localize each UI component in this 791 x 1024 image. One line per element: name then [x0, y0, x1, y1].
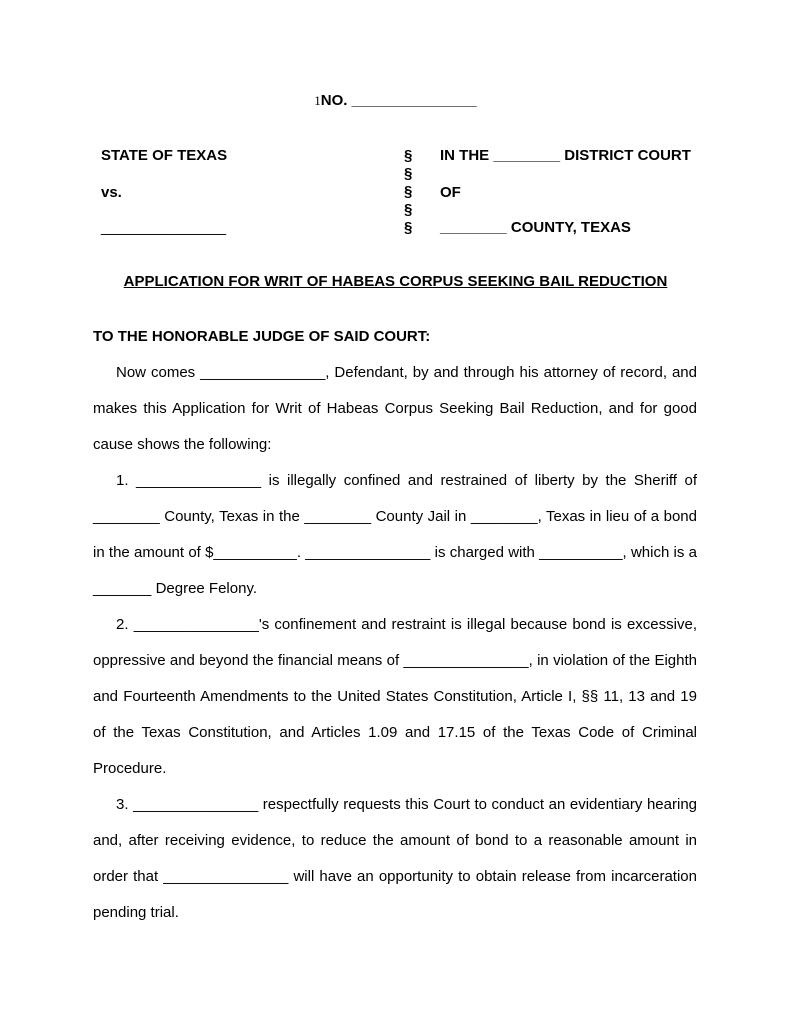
caption-defendant-blank: _______________	[101, 219, 227, 236]
document-title: APPLICATION FOR WRIT OF HABEAS CORPUS SEEKING BAIL REDUCTION	[123, 273, 668, 290]
caption-county: ________ COUNTY, TEXAS	[440, 219, 631, 236]
footnote-marker: 1	[314, 93, 321, 108]
caption-of: OF	[440, 184, 461, 201]
paragraph-1: 1. _______________ is illegally confined and restrained of liberty by the Sheriff of ________ County, Texas in the ________ County Jail in ________, Texas in lieu of a bond in the amount of $__________. _______________ is charged with __________, which is a _______ Degree Felony.	[93, 472, 697, 597]
paragraph-2: 2. _______________'s confinement and restraint is illegal because bond is excessive, oppressive and beyond the financial means of _______________, in violation of the Eighth and Fourteenth Amendments to the United States Constitution, Article I, §§ 11, 13 and 19 of the Texas Constitution, and Articles 1.09 and 17.15 of the Texas Code of Criminal Procedure.	[93, 616, 697, 777]
section-mark: §	[404, 183, 413, 200]
paragraph-3: 3. _______________ respectfully requests this Court to conduct an evidentiary hearing and, after receiving evidence, to reduce the amount of bond to a reasonable amount in order that _______________ will have an opportunity to obtain release from incarceration pending trial.	[93, 796, 697, 921]
salutation: TO THE HONORABLE JUDGE OF SAID COURT:	[93, 328, 431, 345]
intro-paragraph: Now comes _______________, Defendant, by and through his attorney of record, and makes this Application for Writ of Habeas Corpus Seeking Bail Reduction, and for good cause shows the following:	[93, 364, 697, 453]
document-body	[93, 355, 697, 931]
caption-court: IN THE ________ DISTRICT COURT	[440, 147, 691, 164]
case-number-line	[0, 92, 791, 109]
section-marks-column	[404, 147, 412, 237]
section-mark: §	[404, 219, 413, 236]
section-mark: §	[404, 147, 413, 164]
caption-state: STATE OF TEXAS	[101, 147, 228, 164]
section-mark: §	[404, 165, 413, 182]
section-mark: §	[404, 201, 413, 218]
caption-vs: vs.	[101, 184, 122, 201]
case-number: NO. _______________	[320, 92, 477, 109]
